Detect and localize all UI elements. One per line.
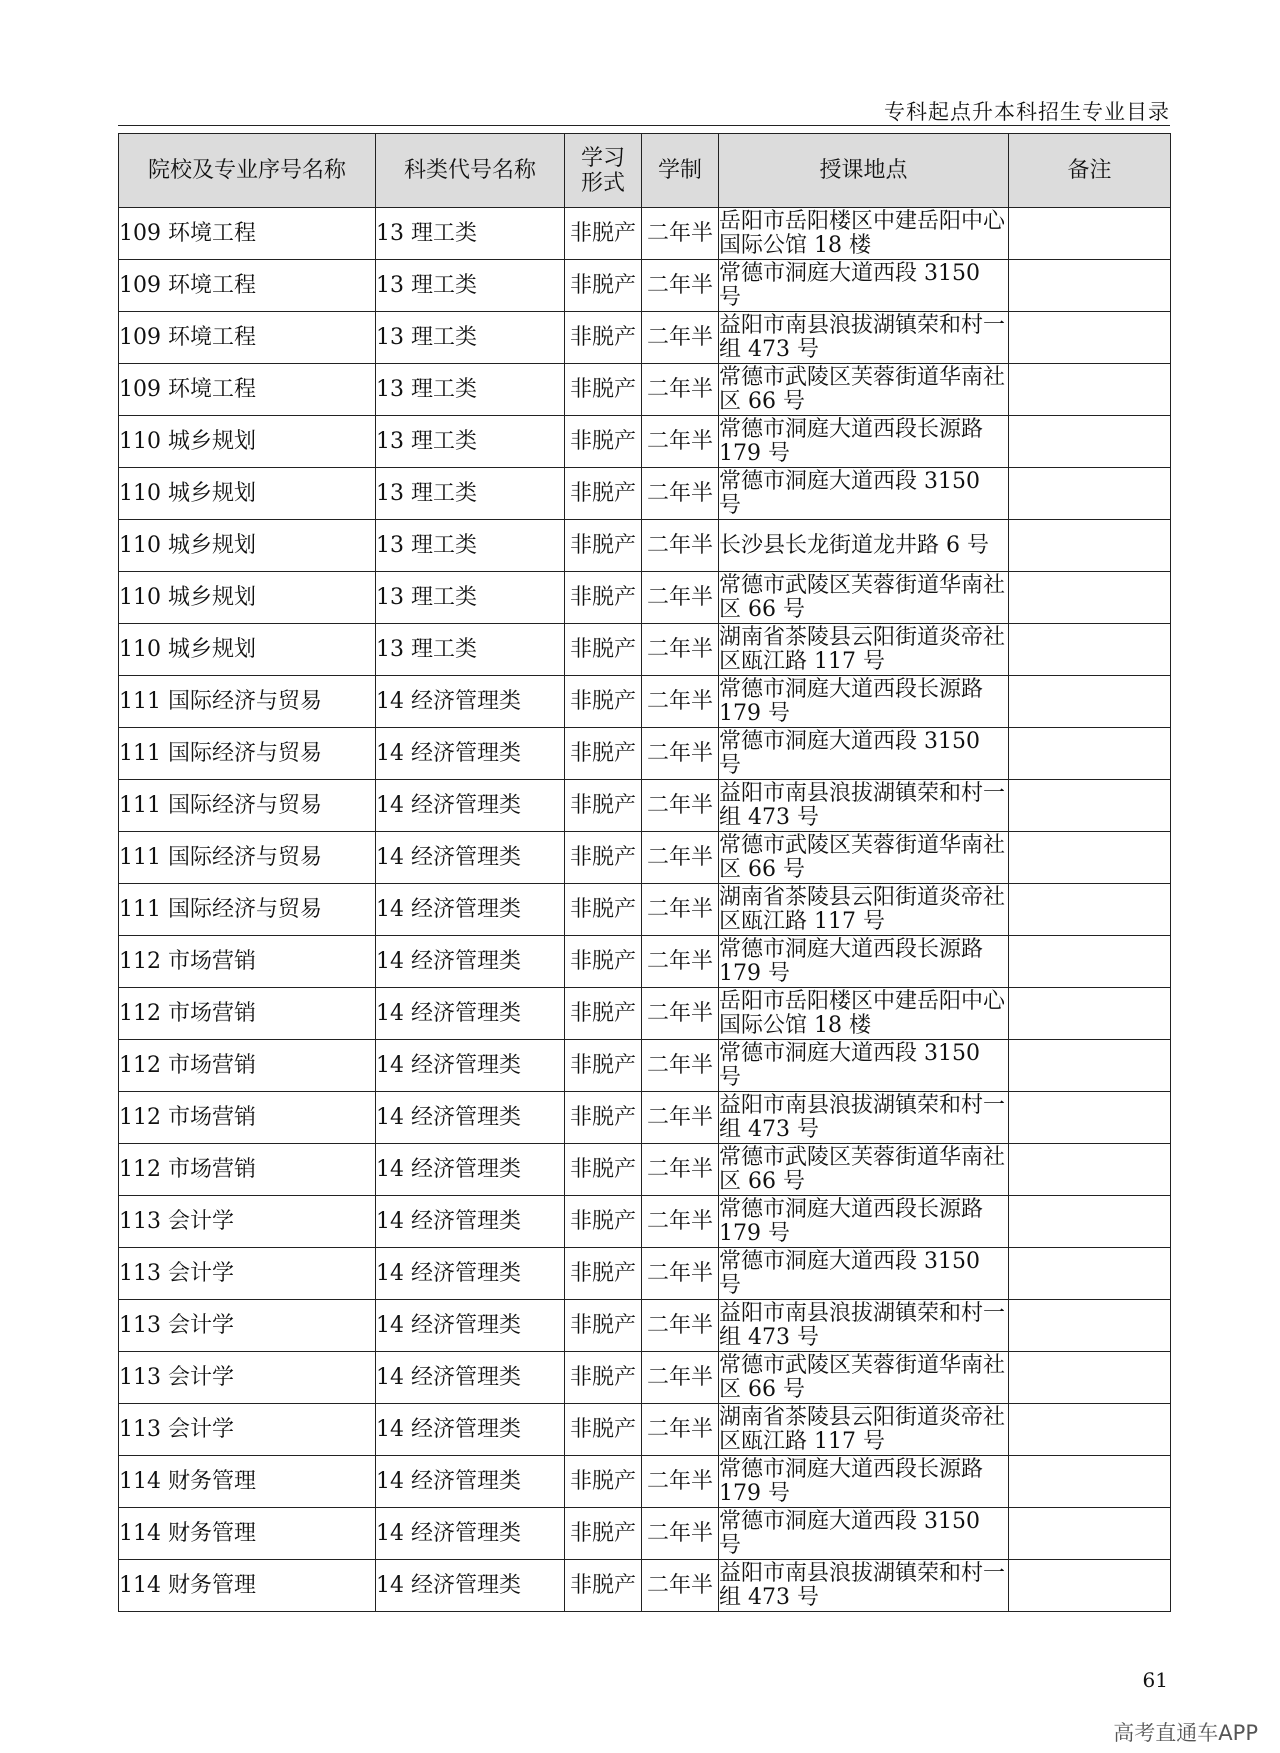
cell-duration: 二年半	[642, 1040, 719, 1092]
cell-category: 13 理工类	[376, 260, 565, 312]
cell-duration: 二年半	[642, 312, 719, 364]
table-row	[119, 1092, 1171, 1144]
cell-location: 益阳市南县浪拔湖镇荣和村一组 473 号	[719, 312, 1009, 364]
cell-study-form: 非脱产	[565, 1144, 642, 1196]
cell-note	[1009, 884, 1171, 936]
cell-category: 14 经济管理类	[376, 728, 565, 780]
cell-study-form: 非脱产	[565, 364, 642, 416]
cell-major: 114 财务管理	[119, 1560, 376, 1612]
cell-major: 114 财务管理	[119, 1508, 376, 1560]
cell-category: 13 理工类	[376, 364, 565, 416]
cell-category: 13 理工类	[376, 624, 565, 676]
cell-location: 湖南省茶陵县云阳街道炎帝社区瓯江路 117 号	[719, 624, 1009, 676]
cell-note	[1009, 1144, 1171, 1196]
table-row	[119, 1456, 1171, 1508]
cell-major: 110 城乡规划	[119, 572, 376, 624]
cell-duration: 二年半	[642, 936, 719, 988]
cell-duration: 二年半	[642, 780, 719, 832]
table-row	[119, 832, 1171, 884]
cell-location: 益阳市南县浪拔湖镇荣和村一组 473 号	[719, 780, 1009, 832]
cell-duration: 二年半	[642, 572, 719, 624]
cell-major: 113 会计学	[119, 1248, 376, 1300]
cell-note	[1009, 364, 1171, 416]
cell-duration: 二年半	[642, 364, 719, 416]
cell-note	[1009, 260, 1171, 312]
cell-duration: 二年半	[642, 884, 719, 936]
cell-location: 益阳市南县浪拔湖镇荣和村一组 473 号	[719, 1560, 1009, 1612]
cell-category: 14 经济管理类	[376, 1508, 565, 1560]
table-row	[119, 260, 1171, 312]
cell-category: 14 经济管理类	[376, 1092, 565, 1144]
table-row	[119, 1560, 1171, 1612]
cell-location: 湖南省茶陵县云阳街道炎帝社区瓯江路 117 号	[719, 884, 1009, 936]
cell-location: 益阳市南县浪拔湖镇荣和村一组 473 号	[719, 1300, 1009, 1352]
table-row	[119, 208, 1171, 260]
cell-major: 110 城乡规划	[119, 416, 376, 468]
table-row	[119, 1508, 1171, 1560]
cell-note	[1009, 624, 1171, 676]
table-row	[119, 416, 1171, 468]
cell-major: 110 城乡规划	[119, 468, 376, 520]
cell-major: 113 会计学	[119, 1404, 376, 1456]
column-header-study-form: 学习 形式	[565, 134, 642, 208]
cell-category: 13 理工类	[376, 468, 565, 520]
column-header-note: 备注	[1009, 134, 1171, 208]
cell-study-form: 非脱产	[565, 208, 642, 260]
cell-location: 常德市洞庭大道西段 3150 号	[719, 1248, 1009, 1300]
cell-category: 14 经济管理类	[376, 1404, 565, 1456]
cell-duration: 二年半	[642, 1248, 719, 1300]
cell-note	[1009, 1300, 1171, 1352]
table-row	[119, 520, 1171, 572]
cell-major: 113 会计学	[119, 1300, 376, 1352]
cell-note	[1009, 832, 1171, 884]
cell-study-form: 非脱产	[565, 1248, 642, 1300]
cell-note	[1009, 988, 1171, 1040]
cell-note	[1009, 936, 1171, 988]
cell-duration: 二年半	[642, 728, 719, 780]
table-row	[119, 728, 1171, 780]
table-row	[119, 936, 1171, 988]
cell-category: 14 经济管理类	[376, 676, 565, 728]
cell-study-form: 非脱产	[565, 416, 642, 468]
watermark: 高考直通车APP	[1113, 1721, 1258, 1745]
cell-category: 14 经济管理类	[376, 1300, 565, 1352]
table-row	[119, 988, 1171, 1040]
cell-duration: 二年半	[642, 1404, 719, 1456]
cell-category: 14 经济管理类	[376, 780, 565, 832]
cell-duration: 二年半	[642, 468, 719, 520]
cell-category: 14 经济管理类	[376, 884, 565, 936]
cell-major: 113 会计学	[119, 1196, 376, 1248]
cell-major: 111 国际经济与贸易	[119, 676, 376, 728]
cell-location: 常德市武陵区芙蓉街道华南社区 66 号	[719, 572, 1009, 624]
cell-category: 14 经济管理类	[376, 1560, 565, 1612]
cell-major: 112 市场营销	[119, 936, 376, 988]
cell-duration: 二年半	[642, 1560, 719, 1612]
cell-category: 14 经济管理类	[376, 1144, 565, 1196]
cell-location: 益阳市南县浪拔湖镇荣和村一组 473 号	[719, 1092, 1009, 1144]
cell-duration: 二年半	[642, 1456, 719, 1508]
cell-major: 112 市场营销	[119, 1092, 376, 1144]
cell-location: 岳阳市岳阳楼区中建岳阳中心国际公馆 18 楼	[719, 988, 1009, 1040]
cell-location: 常德市武陵区芙蓉街道华南社区 66 号	[719, 364, 1009, 416]
cell-note	[1009, 728, 1171, 780]
cell-category: 14 经济管理类	[376, 936, 565, 988]
cell-note	[1009, 1404, 1171, 1456]
cell-study-form: 非脱产	[565, 676, 642, 728]
cell-duration: 二年半	[642, 520, 719, 572]
column-header-major: 院校及专业序号名称	[119, 134, 376, 208]
table-row	[119, 572, 1171, 624]
cell-note	[1009, 208, 1171, 260]
cell-category: 13 理工类	[376, 416, 565, 468]
cell-major: 114 财务管理	[119, 1456, 376, 1508]
cell-study-form: 非脱产	[565, 936, 642, 988]
cell-note	[1009, 1092, 1171, 1144]
cell-category: 13 理工类	[376, 520, 565, 572]
cell-study-form: 非脱产	[565, 884, 642, 936]
cell-study-form: 非脱产	[565, 520, 642, 572]
cell-duration: 二年半	[642, 832, 719, 884]
cell-location: 常德市武陵区芙蓉街道华南社区 66 号	[719, 1352, 1009, 1404]
table-row	[119, 1300, 1171, 1352]
table-row	[119, 312, 1171, 364]
cell-duration: 二年半	[642, 260, 719, 312]
cell-study-form: 非脱产	[565, 624, 642, 676]
cell-duration: 二年半	[642, 1144, 719, 1196]
cell-note	[1009, 1248, 1171, 1300]
cell-category: 13 理工类	[376, 208, 565, 260]
cell-note	[1009, 1196, 1171, 1248]
cell-note	[1009, 1560, 1171, 1612]
cell-location: 岳阳市岳阳楼区中建岳阳中心国际公馆 18 楼	[719, 208, 1009, 260]
cell-major: 112 市场营销	[119, 988, 376, 1040]
cell-major: 110 城乡规划	[119, 624, 376, 676]
cell-study-form: 非脱产	[565, 780, 642, 832]
cell-category: 14 经济管理类	[376, 1248, 565, 1300]
cell-study-form: 非脱产	[565, 1404, 642, 1456]
table-header	[119, 134, 1171, 208]
cell-category: 14 经济管理类	[376, 1456, 565, 1508]
cell-major: 111 国际经济与贸易	[119, 832, 376, 884]
cell-category: 14 经济管理类	[376, 1196, 565, 1248]
table-row	[119, 1352, 1171, 1404]
cell-major: 109 环境工程	[119, 364, 376, 416]
cell-major: 109 环境工程	[119, 208, 376, 260]
cell-note	[1009, 572, 1171, 624]
cell-location: 长沙县长龙街道龙井路 6 号	[719, 520, 1009, 572]
cell-location: 常德市洞庭大道西段长源路 179 号	[719, 416, 1009, 468]
table-row	[119, 1404, 1171, 1456]
cell-note	[1009, 1352, 1171, 1404]
table-row	[119, 1196, 1171, 1248]
cell-major: 113 会计学	[119, 1352, 376, 1404]
column-header-duration: 学制	[642, 134, 719, 208]
column-header-category: 科类代号名称	[376, 134, 565, 208]
cell-study-form: 非脱产	[565, 1300, 642, 1352]
cell-location: 常德市洞庭大道西段 3150 号	[719, 468, 1009, 520]
cell-study-form: 非脱产	[565, 1092, 642, 1144]
cell-location: 常德市洞庭大道西段 3150 号	[719, 728, 1009, 780]
cell-duration: 二年半	[642, 1352, 719, 1404]
cell-note	[1009, 520, 1171, 572]
cell-location: 常德市洞庭大道西段 3150 号	[719, 260, 1009, 312]
cell-category: 13 理工类	[376, 312, 565, 364]
cell-note	[1009, 1456, 1171, 1508]
cell-duration: 二年半	[642, 1196, 719, 1248]
cell-note	[1009, 1040, 1171, 1092]
cell-duration: 二年半	[642, 208, 719, 260]
page-number: 61	[1142, 1668, 1168, 1692]
cell-study-form: 非脱产	[565, 988, 642, 1040]
cell-duration: 二年半	[642, 1092, 719, 1144]
cell-duration: 二年半	[642, 416, 719, 468]
cell-study-form: 非脱产	[565, 312, 642, 364]
cell-major: 111 国际经济与贸易	[119, 780, 376, 832]
cell-study-form: 非脱产	[565, 1560, 642, 1612]
table-row	[119, 1040, 1171, 1092]
cell-study-form: 非脱产	[565, 572, 642, 624]
cell-note	[1009, 416, 1171, 468]
catalog-table	[118, 133, 1171, 1612]
cell-study-form: 非脱产	[565, 1040, 642, 1092]
cell-location: 常德市洞庭大道西段长源路 179 号	[719, 936, 1009, 988]
cell-duration: 二年半	[642, 1508, 719, 1560]
cell-duration: 二年半	[642, 676, 719, 728]
cell-category: 14 经济管理类	[376, 988, 565, 1040]
table-row	[119, 676, 1171, 728]
cell-category: 13 理工类	[376, 572, 565, 624]
cell-major: 112 市场营销	[119, 1144, 376, 1196]
cell-category: 14 经济管理类	[376, 1352, 565, 1404]
cell-major: 110 城乡规划	[119, 520, 376, 572]
cell-major: 109 环境工程	[119, 312, 376, 364]
cell-note	[1009, 468, 1171, 520]
cell-study-form: 非脱产	[565, 1508, 642, 1560]
cell-location: 常德市洞庭大道西段长源路 179 号	[719, 1196, 1009, 1248]
header-divider	[118, 125, 1170, 126]
table-row	[119, 468, 1171, 520]
cell-duration: 二年半	[642, 988, 719, 1040]
cell-location: 常德市洞庭大道西段长源路 179 号	[719, 1456, 1009, 1508]
cell-note	[1009, 780, 1171, 832]
cell-note	[1009, 676, 1171, 728]
cell-study-form: 非脱产	[565, 468, 642, 520]
cell-location: 常德市武陵区芙蓉街道华南社区 66 号	[719, 1144, 1009, 1196]
cell-major: 111 国际经济与贸易	[119, 884, 376, 936]
cell-location: 常德市洞庭大道西段 3150 号	[719, 1040, 1009, 1092]
table-row	[119, 1248, 1171, 1300]
cell-note	[1009, 312, 1171, 364]
cell-location: 常德市武陵区芙蓉街道华南社区 66 号	[719, 832, 1009, 884]
table-body	[119, 208, 1171, 1612]
table-row	[119, 364, 1171, 416]
cell-location: 湖南省茶陵县云阳街道炎帝社区瓯江路 117 号	[719, 1404, 1009, 1456]
cell-study-form: 非脱产	[565, 832, 642, 884]
cell-study-form: 非脱产	[565, 260, 642, 312]
cell-study-form: 非脱产	[565, 728, 642, 780]
cell-category: 14 经济管理类	[376, 1040, 565, 1092]
cell-duration: 二年半	[642, 1300, 719, 1352]
cell-major: 109 环境工程	[119, 260, 376, 312]
cell-note	[1009, 1508, 1171, 1560]
table-row	[119, 624, 1171, 676]
column-header-location: 授课地点	[719, 134, 1009, 208]
cell-study-form: 非脱产	[565, 1456, 642, 1508]
table-header-row	[119, 134, 1171, 208]
cell-study-form: 非脱产	[565, 1196, 642, 1248]
cell-category: 14 经济管理类	[376, 832, 565, 884]
cell-major: 112 市场营销	[119, 1040, 376, 1092]
table-row	[119, 780, 1171, 832]
cell-location: 常德市洞庭大道西段长源路 179 号	[719, 676, 1009, 728]
table-row	[119, 884, 1171, 936]
table-row	[119, 1144, 1171, 1196]
cell-major: 111 国际经济与贸易	[119, 728, 376, 780]
cell-duration: 二年半	[642, 624, 719, 676]
page-header-title: 专科起点升本科招生专业目录	[884, 100, 1170, 124]
cell-study-form: 非脱产	[565, 1352, 642, 1404]
cell-location: 常德市洞庭大道西段 3150 号	[719, 1508, 1009, 1560]
